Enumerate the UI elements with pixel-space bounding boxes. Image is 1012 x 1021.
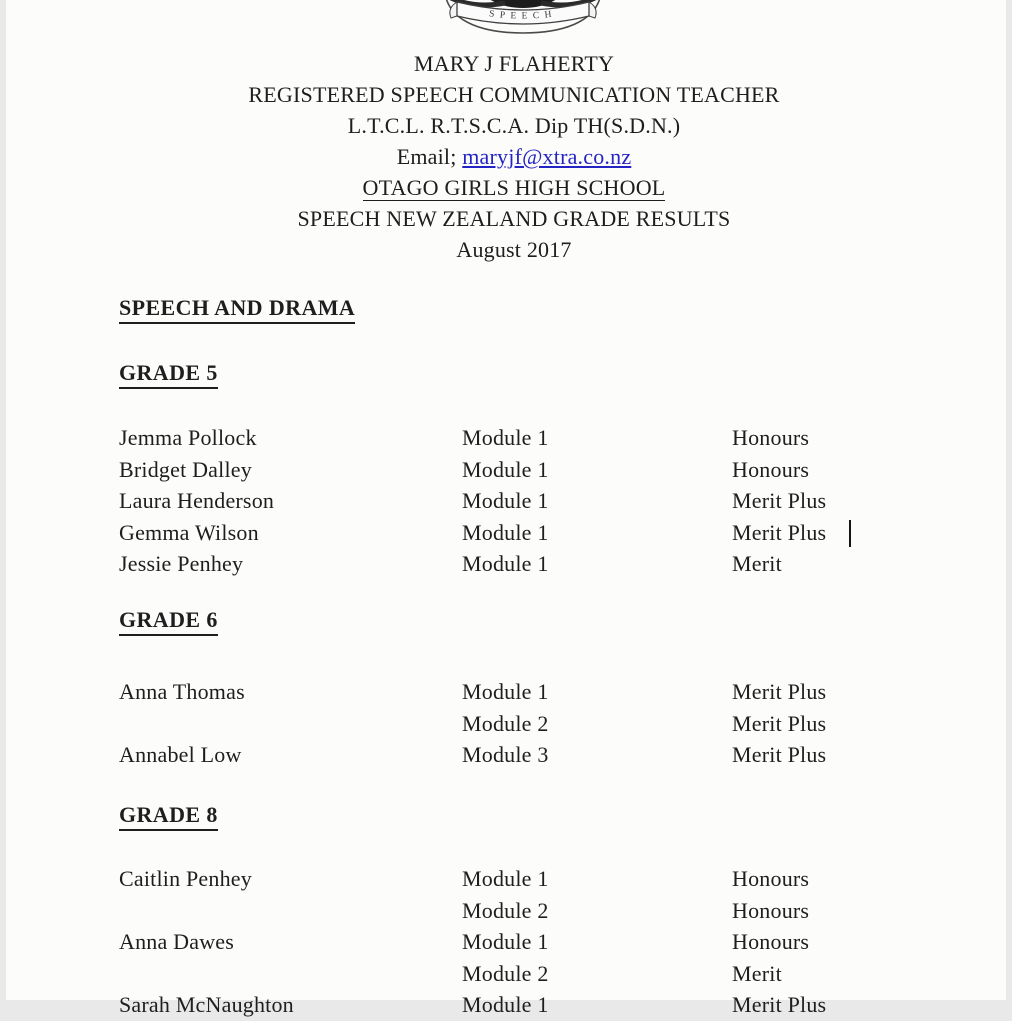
result-cell: Merit Plus xyxy=(732,742,827,768)
student-name-cell xyxy=(119,895,462,927)
result-row xyxy=(119,926,899,958)
result-row xyxy=(119,708,899,740)
student-name-cell xyxy=(119,708,462,740)
student-name-cell: Gemma Wilson xyxy=(119,519,259,545)
result-row xyxy=(119,422,899,454)
result-cell: Honours xyxy=(732,425,810,450)
result-cell: Merit Plus xyxy=(732,519,827,545)
module-cell: Module 1 xyxy=(462,425,549,450)
school-name: OTAGO GIRLS HIGH SCHOOL xyxy=(362,175,666,200)
student-name-cell: Caitlin Penhey xyxy=(119,866,252,891)
result-cell: Honours xyxy=(732,897,810,923)
module-cell: Module 3 xyxy=(462,742,549,768)
section-heading-speech-and-drama: SPEECH AND DRAMA xyxy=(119,295,355,324)
module-cell: Module 1 xyxy=(462,456,549,482)
student-name-cell: Anna Dawes xyxy=(119,929,235,955)
result-cell: Merit Plus xyxy=(732,710,827,736)
email-label: Email; xyxy=(396,144,457,169)
result-cell: Honours xyxy=(732,456,810,482)
result-cell: Honours xyxy=(732,866,810,891)
module-cell: Module 2 xyxy=(462,960,549,986)
svg-text:SPEECH: SPEECH xyxy=(488,9,558,22)
result-cell: Honours xyxy=(732,929,810,955)
student-name-cell: Jemma Pollock xyxy=(119,425,257,450)
student-name-cell: Jessie Penhey xyxy=(119,551,244,577)
result-row xyxy=(119,958,899,990)
email-line xyxy=(14,141,1012,172)
result-cell: Merit Plus xyxy=(732,488,827,514)
email-link[interactable]: maryjf@xtra.co.nz xyxy=(462,144,632,169)
results-date: August 2017 xyxy=(456,237,572,262)
result-row xyxy=(119,517,899,549)
result-row xyxy=(119,863,899,895)
letterhead xyxy=(14,48,1012,265)
result-row xyxy=(119,989,899,1021)
teacher-name: MARY J FLAHERTY xyxy=(413,51,615,76)
grade-5-results xyxy=(119,422,899,580)
result-cell: Merit Plus xyxy=(732,679,827,704)
result-row xyxy=(119,454,899,486)
result-row xyxy=(119,548,899,580)
result-row xyxy=(119,895,899,927)
grade-5-heading: GRADE 5 xyxy=(119,360,218,389)
result-row xyxy=(119,739,899,771)
module-cell: Module 2 xyxy=(462,897,549,923)
student-name-cell: Anna Thomas xyxy=(119,679,245,704)
module-cell: Module 1 xyxy=(462,866,549,891)
teacher-qualifications: L.T.C.L. R.T.S.C.A. Dip TH(S.D.N.) xyxy=(347,113,681,138)
module-cell: Module 1 xyxy=(462,679,549,704)
teacher-title: REGISTERED SPEECH COMMUNICATION TEACHER xyxy=(248,82,780,107)
result-row xyxy=(119,485,899,517)
student-name-cell: Annabel Low xyxy=(119,742,242,768)
student-name-cell: Laura Henderson xyxy=(119,488,275,514)
document-page xyxy=(6,0,1006,1018)
module-cell: Module 2 xyxy=(462,710,549,736)
grade-6-heading: GRADE 6 xyxy=(119,607,218,636)
crest-logo-icon xyxy=(443,0,603,36)
student-name-cell xyxy=(119,958,462,990)
module-cell: Module 1 xyxy=(462,519,549,545)
result-row xyxy=(119,676,899,708)
text-cursor xyxy=(849,520,851,547)
result-cell: Merit xyxy=(732,551,782,577)
student-name-cell: Bridget Dalley xyxy=(119,456,252,482)
speech-nz-crest-logo xyxy=(443,0,603,36)
module-cell: Module 1 xyxy=(462,992,549,1018)
module-cell: Module 1 xyxy=(462,488,549,514)
grade-8-heading: GRADE 8 xyxy=(119,802,218,831)
results-title: SPEECH NEW ZEALAND GRADE RESULTS xyxy=(297,206,731,231)
grade-6-results xyxy=(119,676,899,771)
grade-8-results xyxy=(119,863,899,1021)
result-cell: Merit xyxy=(732,960,782,986)
student-name-cell: Sarah McNaughton xyxy=(119,992,294,1018)
module-cell: Module 1 xyxy=(462,929,549,955)
module-cell: Module 1 xyxy=(462,551,549,577)
result-cell: Merit Plus xyxy=(732,992,827,1018)
